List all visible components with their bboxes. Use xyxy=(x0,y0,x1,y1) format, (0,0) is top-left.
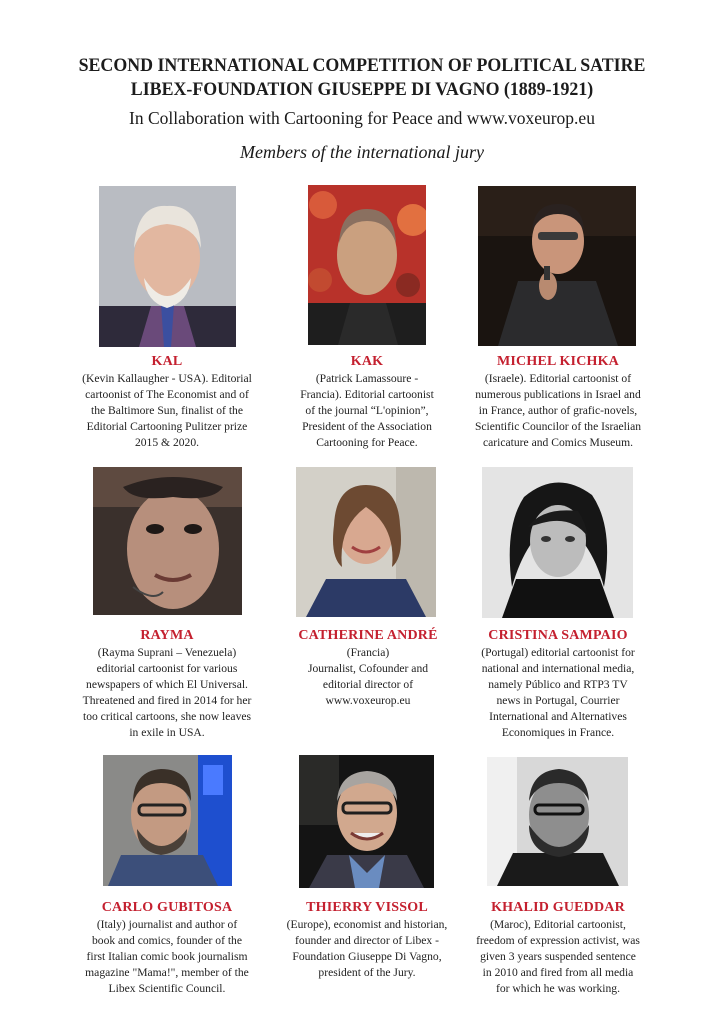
jury-heading: Members of the international jury xyxy=(240,142,484,162)
carlo-gubitosa-photo xyxy=(103,755,232,886)
kak-photo xyxy=(308,185,426,345)
member-bio: (Patrick Lamassoure - Francia). Editorial cartoonist of the journal “L'opinion”, President of the Association Cartooning for Peace. xyxy=(300,372,434,449)
member-name: KAL xyxy=(151,354,183,369)
khalid-gueddar-photo xyxy=(487,757,628,886)
member-name: MICHEL KICHKA xyxy=(496,354,619,369)
member-bio: (Europe), economist and historian, founder and director of Libex - Foundation Giuseppe Di Vagno, president of the Jury. xyxy=(286,918,448,979)
member-name: CARLO GUBITOSA xyxy=(101,900,233,915)
member-carlo-gubitosa xyxy=(57,900,277,997)
collaboration-line: In Collaboration with Cartooning for Peace and www.voxeurop.eu xyxy=(129,108,595,128)
cristina-sampaio-photo xyxy=(482,467,633,618)
member-kak xyxy=(257,354,477,451)
member-bio: (Kevin Kallaugher - USA). Editorial cartoonist of The Economist and of the Baltimore Sun, finalist of the Editorial Cartooning Pulitzer prize 2015 & 2020. xyxy=(82,372,252,449)
member-rayma xyxy=(57,628,277,740)
member-catherine-andre xyxy=(258,628,478,709)
member-kal xyxy=(57,354,277,451)
page-header xyxy=(0,54,724,165)
thierry-vissol-photo xyxy=(299,755,434,888)
rayma-photo xyxy=(93,467,242,615)
member-bio: (Francia) Journalist, Cofounder and editorial director of www.voxeurop.eu xyxy=(307,646,429,707)
catherine-andre-photo xyxy=(296,467,436,617)
member-bio: (Israele). Editorial cartoonist of numerous publications in Israel and in France, author of grafic-novels, Scientific Councilor of the Israelian caricature and Comics Museum. xyxy=(474,372,642,449)
kal-photo xyxy=(99,186,236,347)
member-michel-kichka xyxy=(448,354,668,451)
member-name: RAYMA xyxy=(140,628,194,643)
member-name: CRISTINA SAMPAIO xyxy=(488,628,628,643)
member-bio: (Maroc), Editorial cartoonist, freedom of expression activist, was given 3 years suspended sentence in 2010 and fired from all media for which he was working. xyxy=(476,918,640,995)
member-bio: (Italy) journalist and author of book and comics, founder of the first Italian comic book journalism magazine "Mama!", member of the Libex Scientific Council. xyxy=(85,918,249,995)
competition-title: SECOND INTERNATIONAL COMPETITION OF POLITICAL SATIRE xyxy=(78,55,646,76)
member-name: KAK xyxy=(350,354,384,369)
member-khalid-gueddar xyxy=(448,900,668,997)
member-bio: (Portugal) editorial cartoonist for national and international media, namely Público and RTP3 TV news in Portugal, Courrier International and Alternatives Economiques in France. xyxy=(481,646,635,739)
member-name: CATHERINE ANDRÉ xyxy=(298,628,438,643)
member-thierry-vissol xyxy=(257,900,477,981)
foundation-title: LIBEX-FOUNDATION GIUSEPPE DI VAGNO (1889-1921) xyxy=(130,79,594,100)
member-cristina-sampaio xyxy=(448,628,668,740)
member-name: THIERRY VISSOL xyxy=(306,900,428,915)
michel-kichka-photo xyxy=(478,186,636,346)
member-bio: (Rayma Suprani – Venezuela) editorial cartoonist for various newspapers of which El Universal. Threatened and fired in 2014 for her too critical cartoons, she now leaves in exile in USA. xyxy=(82,646,252,739)
member-name: KHALID GUEDDAR xyxy=(491,900,625,915)
